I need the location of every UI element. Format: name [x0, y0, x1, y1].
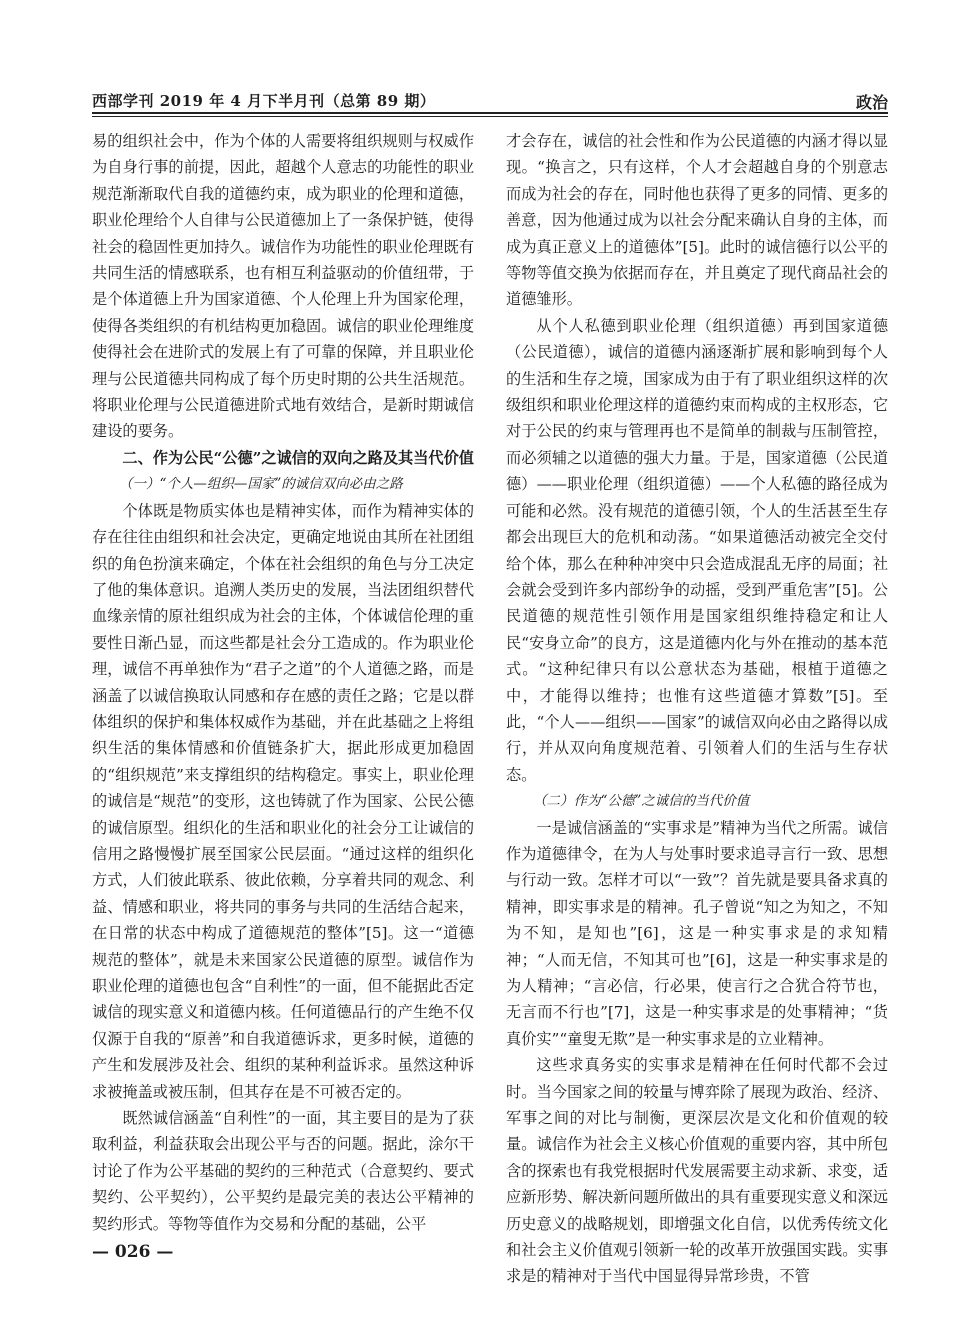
paragraph: 才会存在，诚信的社会性和作为公民道德的内涵才得以显现。“换言之，只有这样，个人才会超越自身的个别意志而成为社会的存在，同时他也获得了更多的同情、更多的善意，因为他通过成为以社会分配来确认自身的主体，而成为真正意义上的道德体”[5]。此时的诚信德行以公平的等物等值交换为依据而存在，并且奠定了现代商品社会的道德雏形。 [506, 132, 888, 309]
section-heading: 二、作为公民“公德”之诚信的双向之路及其当代价值 [122, 448, 474, 467]
paragraph: 个体既是物质实体也是精神实体，而作为精神实体的存在往往由组织和社会决定，更确定地说由其所在社团组织的角色扮演来确定，个体在社会组织的角色与分工决定了他的集体意识。追溯人类历史的发展，当法团组织替代血缘亲情的原社组织成为社会的主体，个体诚信伦理的重要性日渐凸显，而这些都是社会分工造成的。作为职业伦理，诚信不再单独作为“君子之道”的个人道德之路，而是涵盖了以诚信换取认同感和存在感的责任之路；它是以群体组织的保护和集体权威作为基础，并在此基础之上将组织生活的集体情感和价值链条扩大，据此形成更加稳固的“组织规范”来支撑组织的结构稳定。事实上，职业伦理的诚信是“规范”的变形，这也铸就了作为国家、公民公德的诚信原型。组织化的生活和职业化的社会分工让诚信的信用之路慢慢扩展至国家公民层面。“通过这样的组织化方式，人们彼此联系、彼此依赖，分享着共同的观念、利益、情感和职业，将共同的事务与共同的生活结合起来，在日常的状态中构成了道德规范的整体”[5]。这一“道德规范的整体”，就是未来国家公民道德的原型。诚信作为职业伦理的道德也包含“自利性”的一面，但不能据此否定诚信的现实意义和道德内核。任何道德品行的产生绝不仅仅源于自我的“原善”和自我道德诉求，更多时候，道德的产生和发展涉及社会、组织的某种利益诉求。虽然这种诉求被掩盖或被压制，但其存在是不可被否定的。 [92, 501, 474, 1101]
header-rule [92, 112, 888, 114]
subsection-heading: （二）作为“公德”之诚信的当代价值 [533, 793, 750, 810]
paragraph: 一是诚信涵盖的“实事求是”精神为当代之所需。诚信作为道德律令，在为人与处事时要求追寻言行一致、思想与行动一致。怎样才可以“一致”？首先就是要具备求真的精神，即实事求是的精神。孔子曾说“知之为知之，不知为不知，是知也”[6]，这是一种实事求是的求知精神；“人而无信，不知其可也”[6]，这是一种实事求是的为人精神；“言必信，行必果，使言行之合犹合符节也，无言而不行也”[7]，这是一种实事求是的处事精神；“货真价实”“童叟无欺”是一种实事求是的立业精神。 [506, 818, 888, 1048]
page-number: — 026 — [92, 1242, 174, 1262]
section-name: 政治 [855, 93, 888, 112]
paragraph: 这些求真务实的实事求是精神在任何时代都不会过时。当今国家之间的较量与博弈除了展现为政治、经济、军事之间的对比与制衡，更深层次是文化和价值观的较量。诚信作为社会主义核心价值观的重要内容，其中所包含的探索也有我党根据时代发展需要主动求新、求变，适应新形势、解决新问题所做出的具有重要现实意义和深远历史意义的战略规划，即增强文化自信，以优秀传统文化和社会主义价值观引领新一轮的改革开放强国实践。实事求是的精神对于当代中国显得异常珍贵，不管 [506, 1056, 888, 1286]
right-column [506, 128, 888, 1290]
paragraph: 既然诚信涵盖“自利性”的一面，其主要目的是为了获取利益，利益获取会出现公平与否的问题。据此，涂尔干讨论了作为公平基础的契约的三种范式（合意契约、要式契约、公平契约），公平契约是最完美的表达公平精神的契约形式。等物等值作为交易和分配的基础，公平 [92, 1109, 474, 1233]
journal-title: 西部学刊 2019 年 4 月下半月刊（总第 89 期） [92, 92, 436, 110]
subsection-heading: （一）“个人—组织—国家”的诚信双向必由之路 [119, 476, 403, 493]
paragraph: 从个人私德到职业伦理（组织道德）再到国家道德（公民道德），诚信的道德内涵逐渐扩展和影响到每个人的生活和生存之境，国家成为由于有了职业组织这样的次级组织和职业伦理这样的道德约束而构成的主权形态，它对于公民的约束与管理再也不是简单的制裁与压制管控，而必须辅之以道德的强大力量。于是，国家道德（公民道德）——职业伦理（组织道德）——个人私德的路径成为可能和必然。没有规范的道德引领，个人的生活甚至生存都会出现巨大的危机和动荡。“如果道德活动被完全交付给个体，那么在种种冲突中只会造成混乱无序的局面；社会就会受到许多内部纷争的动摇，受到严重危害”[5]。公民道德的规范性引领作用是国家组织维持稳定和让人民“安身立命”的良方，这是道德内化与外在推动的基本范式。“这种纪律只有以公意状态为基础，根植于道德之中，才能得以维持；也惟有这些道德才算数”[5]。至此，“个人——组织——国家”的诚信双向必由之路得以成行，并从双向角度规范着、引领着人们的生活与生存状态。 [506, 316, 888, 784]
header-rule-thin [92, 116, 888, 117]
left-column [92, 128, 474, 1237]
paragraph: 易的组织社会中，作为个体的人需要将组织规则与权威作为自身行事的前提，因此，超越个人意志的功能性的职业规范渐渐取代自我的道德约束，成为职业的伦理和道德，职业伦理给个人自律与公民道德加上了一条保护链，使得社会的稳固性更加持久。诚信作为功能性的职业伦理既有共同生活的情感联系，也有相互利益驱动的价值纽带，于是个体道德上升为国家道德、个人伦理上升为国家伦理，使得各类组织的有机结构更加稳固。诚信的职业伦理维度使得社会在进阶式的发展上有了可靠的保障，并且职业伦理与公民道德共同构成了每个历史时期的公共生活规范。将职业伦理与公民道德进阶式地有效结合，是新时期诚信建设的要务。 [92, 132, 474, 441]
running-header [92, 84, 888, 114]
